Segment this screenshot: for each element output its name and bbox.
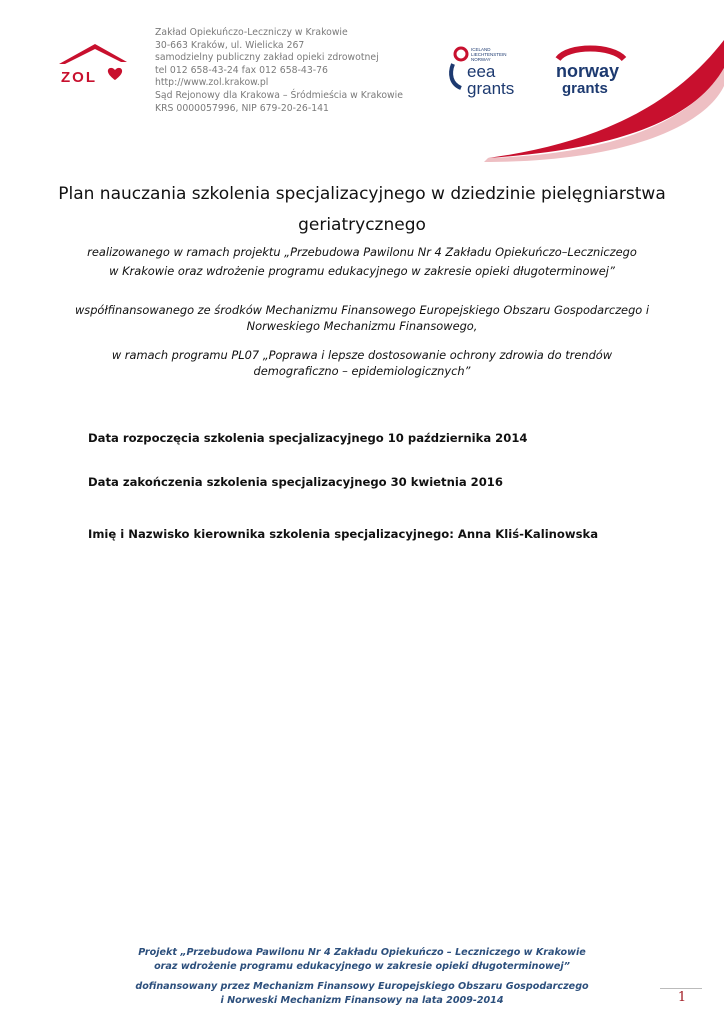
cofinancing-line: Norweskiego Mechanizmu Finansowego, — [246, 319, 478, 333]
address-line: http://www.zol.krakow.pl — [155, 77, 269, 89]
program-description — [40, 347, 684, 379]
training-manager: Imię i Nazwisko kierownika szkolenia specjalizacyjnego: Anna Kliś-Kalinowska — [88, 527, 599, 541]
eea-grants-logo — [447, 44, 537, 98]
document-title-line2: geriatrycznego — [298, 215, 426, 235]
footer-funding — [40, 980, 684, 1008]
norway-grants-logo — [548, 45, 634, 97]
program-line: demograficzno – epidemiologicznych” — [253, 364, 471, 378]
eea-small-1: ICELAND — [471, 47, 491, 52]
document-title-line1: Plan nauczania szkolenia specjalizacyjnego w dziedzinie pielęgniarstwa — [58, 184, 666, 204]
footer-project — [40, 946, 684, 974]
zol-logo — [55, 42, 127, 88]
footer-line: dofinansowany przez Mechanizm Finansowy Europejskiego Obszaru Gospodarczego — [135, 981, 589, 992]
end-date: Data zakończenia szkolenia specjalizacyjnego 30 kwietnia 2016 — [88, 475, 503, 489]
project-line: w Krakowie oraz wdrożenie programu edukacyjnego w zakresie opieki długoterminowej” — [109, 264, 615, 278]
eea-word: eea — [467, 62, 496, 81]
address-line: KRS 0000057996, NIP 679-20-26-141 — [155, 102, 329, 114]
eea-grants-word: grants — [467, 79, 515, 98]
address-line: Zakład Opiekuńczo-Leczniczy w Krakowie — [155, 27, 348, 38]
svg-text:ZOL: ZOL — [61, 69, 97, 86]
page-number: 1 — [677, 990, 687, 1005]
address-line: tel 012 658-43-24 fax 012 658-43-76 — [155, 64, 328, 76]
cofinancing-description — [40, 302, 684, 334]
cofinancing-line: współfinansowanego ze środków Mechanizmu Finansowego Europejskiego Obszaru Gospodarczego i — [74, 303, 650, 317]
norway-word: norway — [556, 61, 620, 81]
address-line: Sąd Rejonowy dla Krakowa – Śródmieścia w Krakowie — [155, 89, 403, 101]
footer-line: Projekt „Przebudowa Pawilonu Nr 4 Zakładu Opiekuńczo – Leczniczego w Krakowie — [138, 947, 586, 958]
footer-line: oraz wdrożenie programu edukacyjnego w zakresie opieki długoterminowej” — [154, 961, 570, 972]
program-line: w ramach programu PL07 „Poprawa i lepsze dostosowanie ochrony zdrowia do trendów — [111, 348, 613, 362]
header-address — [155, 27, 403, 115]
start-date: Data rozpoczęcia szkolenia specjalizacyjnego 10 października 2014 — [88, 431, 528, 445]
project-line: realizowanego w ramach projektu „Przebudowa Pawilonu Nr 4 Zakładu Opiekuńczo–Leczniczego — [87, 245, 637, 259]
project-description — [40, 243, 684, 281]
address-line: samodzielny publiczny zakład opieki zdrowotnej — [155, 52, 379, 64]
eea-small-2: LIECHTENSTEIN — [471, 52, 507, 57]
address-line: 30-663 Kraków, ul. Wielicka 267 — [155, 39, 305, 51]
norway-grants-word: grants — [562, 80, 608, 97]
page-number-divider — [660, 988, 702, 989]
footer-line: i Norweski Mechanizm Finansowy na lata 2009-2014 — [220, 995, 504, 1006]
eea-small-3: NORWAY — [471, 57, 491, 62]
